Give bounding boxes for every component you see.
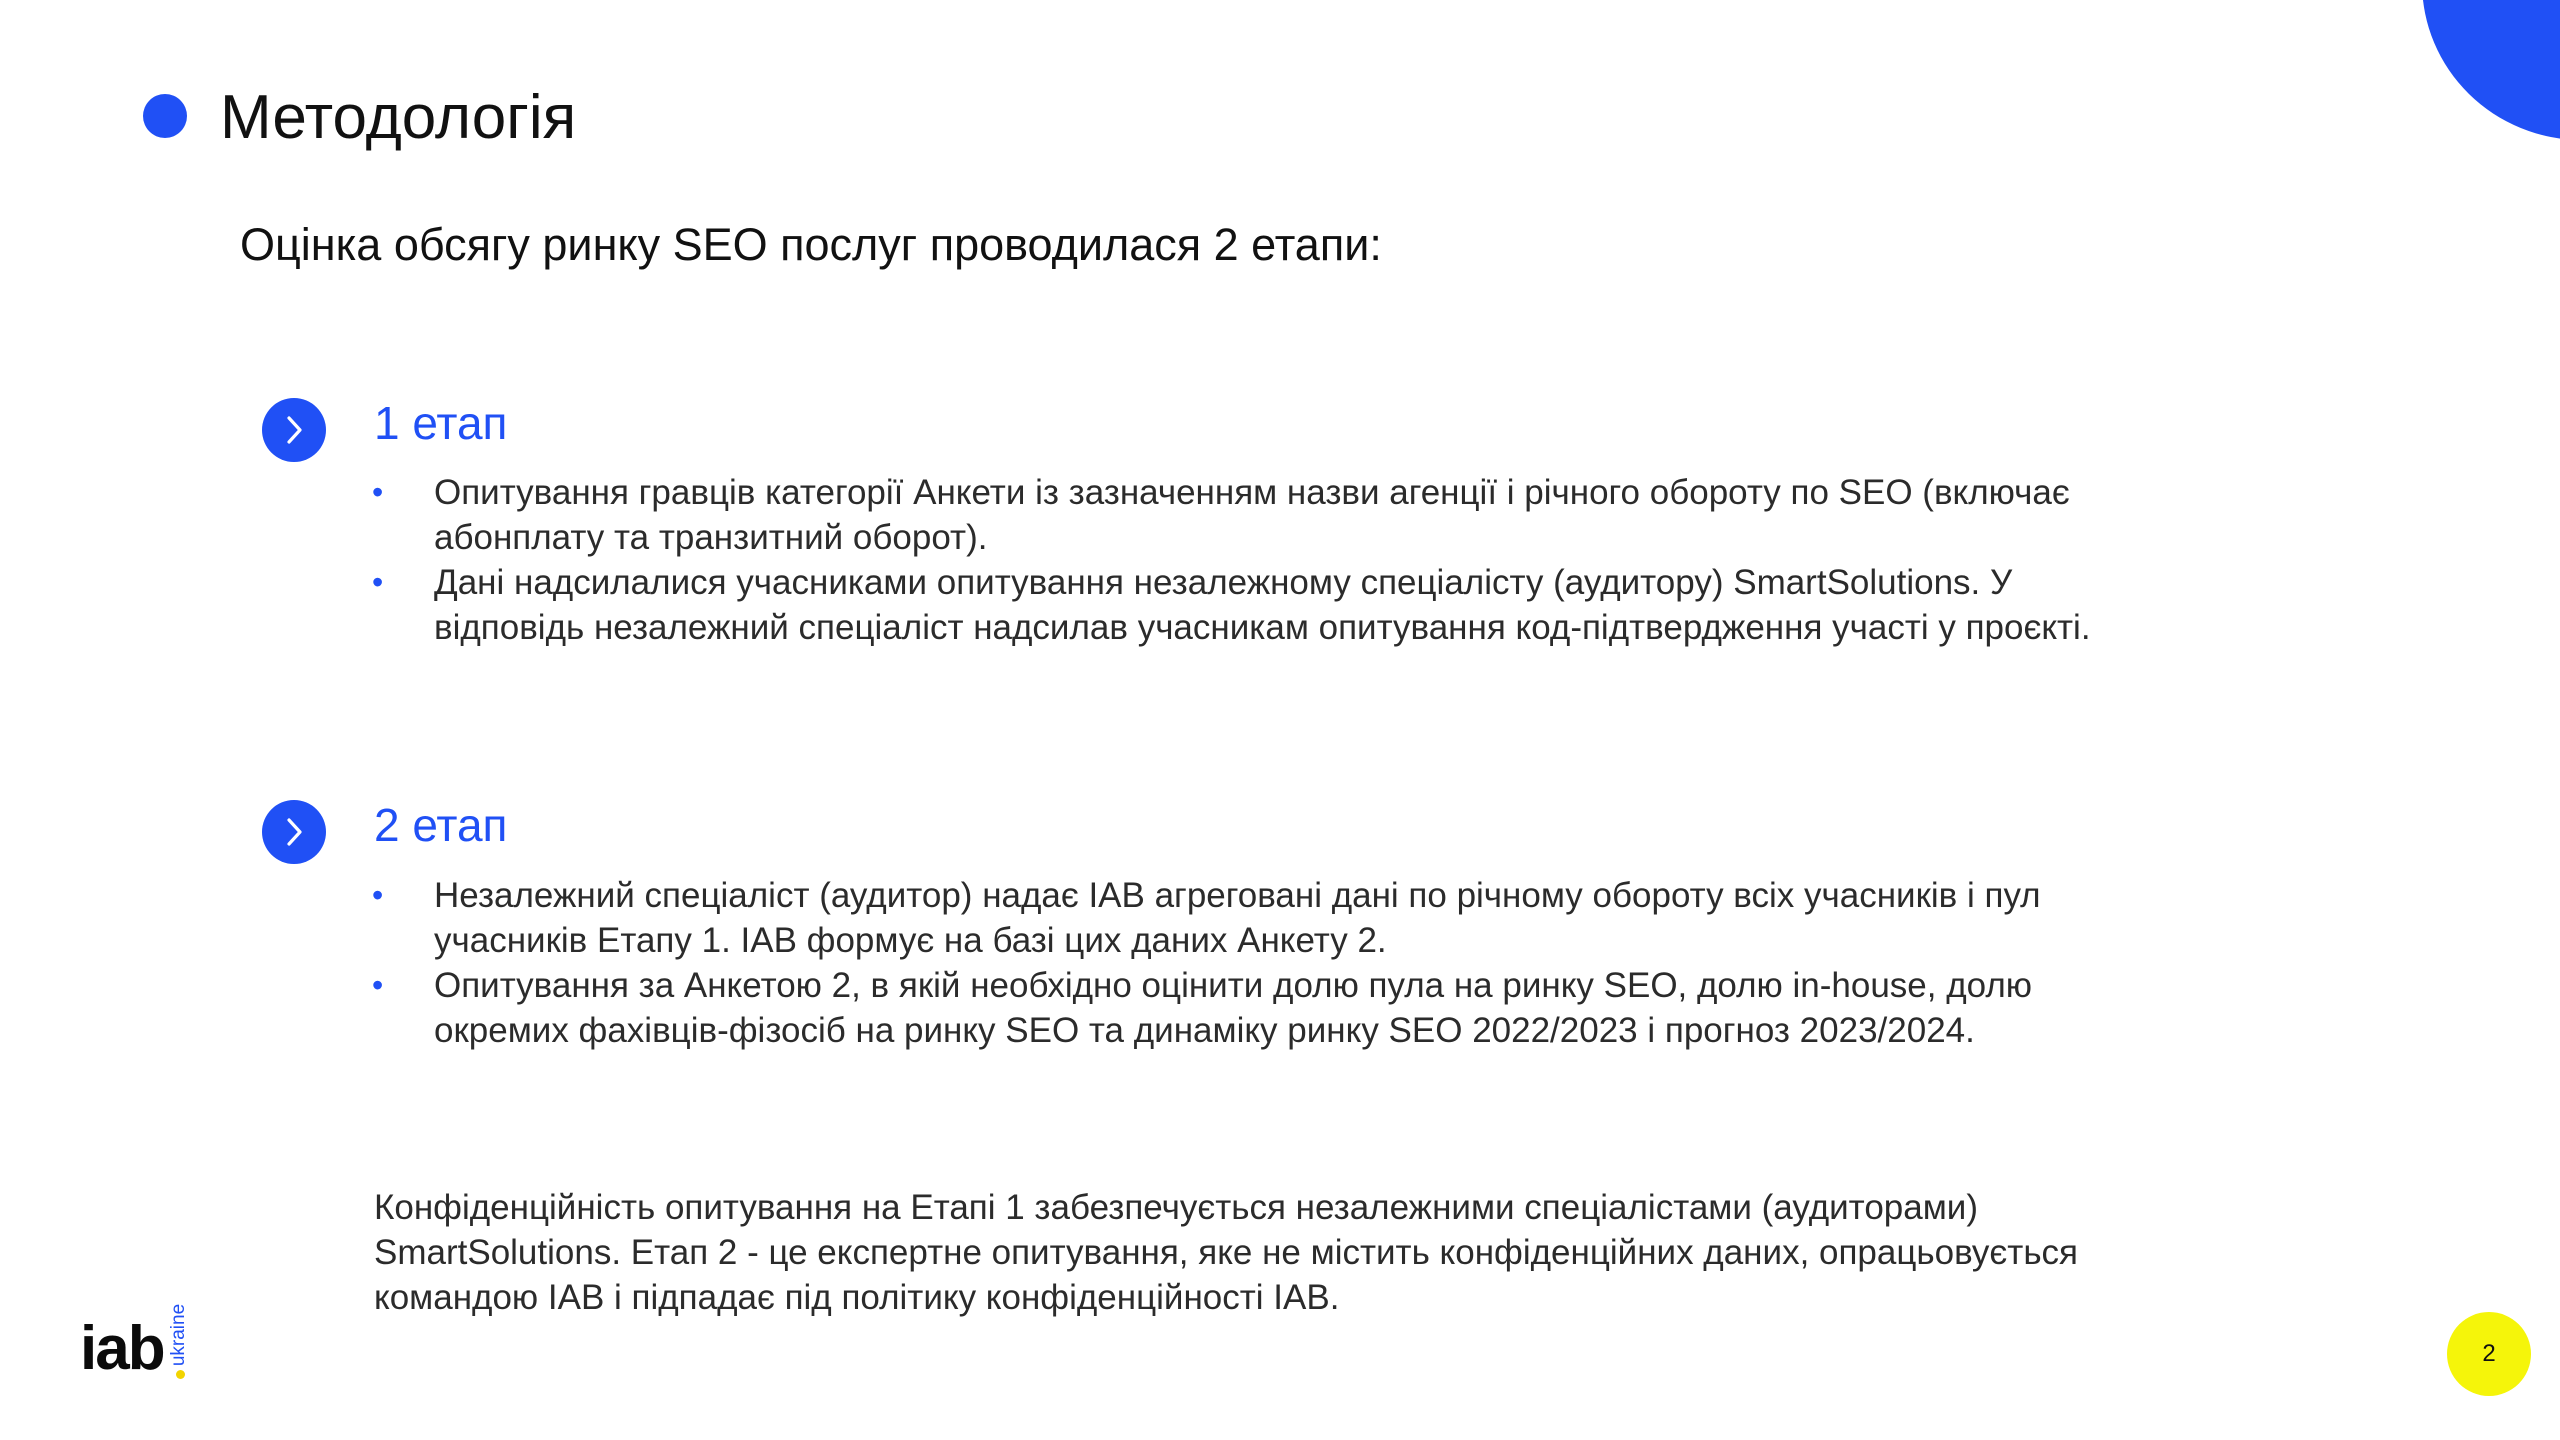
- list-item: [372, 470, 2152, 560]
- title-dot-icon: [143, 94, 187, 138]
- iab-ukraine-logo: [80, 1290, 200, 1390]
- bullet-marker: •: [372, 474, 384, 510]
- stage-1-chevron-icon: [262, 398, 326, 462]
- stage-1-bullets: [372, 470, 2152, 650]
- slide-subtitle: Оцінка обсягу ринку SEO послуг проводилася 2 етапи:: [240, 219, 1382, 270]
- list-item: [372, 560, 2152, 650]
- bullet-text: Опитування гравців категорії Анкети із зазначенням назви агенції і річного обороту по SEO (включає абонплату та транзитний оборот).: [434, 473, 2070, 557]
- bullet-marker: •: [372, 564, 384, 600]
- corner-decoration: [2422, 0, 2560, 140]
- bullet-marker: •: [372, 877, 384, 913]
- bullet-text: Незалежний спеціаліст (аудитор) надає IAB агреговані дані по річному обороту всіх учасників і пул учасників Етапу 1. IAB формує на базі цих даних Анкету 2.: [434, 876, 2041, 960]
- stage-2-bullets: [372, 873, 2152, 1053]
- logo-suffix: ukraine: [168, 1303, 190, 1367]
- bullet-text: Опитування за Анкетою 2, в якій необхідно оцінити долю пула на ринку SEO, долю in-house, долю окремих фахівців-фізосіб на ринку SEO та динаміку ринку SEO 2022/2023 і прогноз 2023/2024.: [434, 966, 2033, 1050]
- stage-1-title: 1 етап: [374, 397, 508, 449]
- stage-2-title: 2 етап: [374, 799, 508, 851]
- stage-2-chevron-icon: [262, 800, 326, 864]
- list-item: [372, 873, 2152, 963]
- bullet-text: Дані надсилалися учасниками опитування незалежному спеціалісту (аудитору) SmartSolutions. У відповідь незалежний спеціаліст надсилав учасникам опитування код-підтвердження участі у проєкті.: [434, 563, 2091, 647]
- page-number: 2: [2447, 1312, 2531, 1396]
- logo-dot: [176, 1370, 185, 1379]
- logo-text: iab: [80, 1314, 164, 1383]
- slide-title: Методологія: [220, 83, 577, 152]
- bullet-marker: •: [372, 967, 384, 1003]
- confidentiality-note: Конфіденційність опитування на Етапі 1 забезпечується незалежними спеціалістами (аудиторами) SmartSolutions. Етап 2 - це експертне опитування, яке не містить конфіденційних даних, опрацьовується командою IAB і підпадає під політику конфіденційності IAB.: [374, 1188, 2079, 1317]
- list-item: [372, 963, 2152, 1053]
